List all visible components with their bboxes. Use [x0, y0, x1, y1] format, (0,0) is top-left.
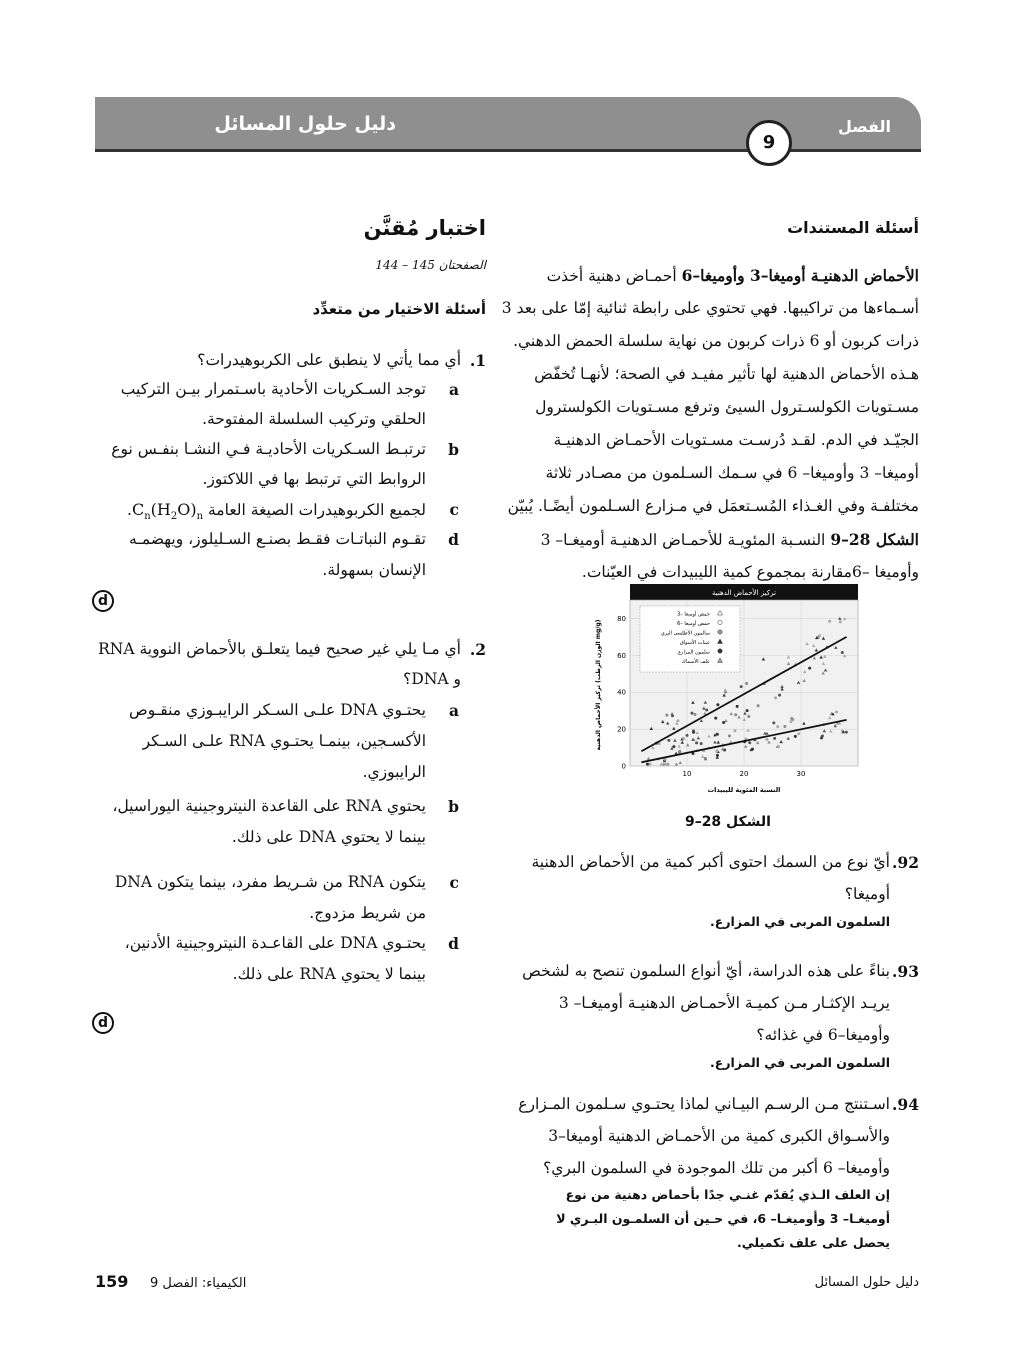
data-point [797, 732, 800, 735]
q1-option-d: الإنسان بسهولة. [322, 561, 426, 579]
q1-option-b: ترتبـط السـكريات الأحاديـة فـي النشـا بنفـس نوع [111, 440, 426, 458]
paragraph-line [541, 530, 919, 549]
question-93-line: يريـد الإكثـار مـن كميـة الأحمـاض الدهنيـة أوميغـا– 3 [558, 994, 890, 1012]
paragraph-lead: الأحماض الدهنيـة أوميغا–3 وأوميغا–6 [681, 266, 919, 285]
data-point [774, 696, 777, 699]
q1-option-c-formula: $C_n(H_2O)_n$ [131, 500, 204, 523]
q2-option-c: من شريط مزدوج. [309, 904, 426, 922]
data-point [783, 725, 786, 728]
question-93-line: بناءً على هذه الدراسة، أيّ أنواع السلمون تنصح به لشخص [522, 962, 890, 980]
data-point [790, 717, 793, 720]
data-point [734, 713, 737, 716]
data-point [733, 729, 736, 732]
data-point [748, 741, 751, 744]
y-tick-label: 20 [617, 725, 626, 734]
data-point [665, 714, 668, 717]
data-point [705, 708, 708, 711]
option-letter: c [449, 873, 459, 892]
question-92-line: أيّ نوع من السمك احتوى أكبر كمية من الأحماض الدهنية [531, 853, 890, 871]
answer-94: يحصل على علف تكميلي. [737, 1235, 890, 1250]
data-point [690, 712, 693, 715]
data-point [664, 763, 667, 766]
question-92-line: أوميغا؟ [844, 885, 890, 903]
x-tick-label: 10 [682, 770, 692, 778]
legend-entry: سالمون الأطلسي البري [660, 630, 710, 637]
standardized-test-title: اختبار مُقنَّن [363, 216, 486, 240]
legend-entry: سلمون المزارع [678, 649, 710, 656]
question-2-stem: أي مـا يلي غير صحيح فيما يتعلـق بالأحماض النووية RNA [98, 640, 461, 658]
question-1-stem: أي مما يأتي لا ينطبق على الكربوهيدرات؟ [197, 351, 461, 369]
q2-option-d: بينما لا يحتوي RNA على ذلك. [232, 965, 426, 983]
data-point [716, 703, 719, 706]
question-94-line: وأوميغا– 6 أكبر من تلك الموجودة في السلمون البري؟ [543, 1159, 890, 1177]
chart-title: تركيز الأحماض الدهنية [712, 589, 776, 597]
data-point [678, 751, 681, 754]
footer-left-text: الكيمياء: الفصل 9 [150, 1276, 247, 1291]
option-letter: b [448, 440, 459, 459]
legend-entry: عينات الأسواق [679, 640, 710, 646]
data-point [740, 685, 743, 688]
paragraph-line: مختلفـة وفي الغـذاء المُسـتعمَل في مـزارع السـلمون أيضًـا. يُبيّن [507, 497, 919, 515]
legend-entry: حمض أوميغا –3 [677, 611, 710, 618]
paragraph-first-line [547, 266, 919, 285]
data-point [835, 711, 838, 714]
data-point [695, 741, 698, 744]
question-94-line: اسـتنتج مـن الرسـم البيـاني لماذا يحتـوي سـلمون المـزارع [518, 1095, 890, 1113]
q2-option-b: بينما لا يحتوي DNA على ذلك. [231, 828, 426, 846]
data-point [714, 717, 717, 720]
data-point [773, 737, 776, 740]
q1-option-b: الروابط التي ترتبط بها في اللاكتوز. [202, 470, 426, 488]
data-point [682, 737, 685, 740]
answer-93: السلمون المربى في المزارع. [710, 1055, 890, 1070]
paragraph-line: مسـتويات الكولسـترول السيئ وترفع مسـتويات الكولسترول [535, 398, 919, 416]
q2-option-a: الرايبوزي. [362, 763, 426, 781]
data-point [772, 721, 775, 724]
option-letter: d [448, 934, 459, 953]
paragraph-line: هـذه الأحماض الدهنية لها تأثير مفيـد في الصحة؛ لأنهـا تُخفّض [534, 365, 919, 383]
paragraph-line: وأوميغا –6مقارنة بمجموع كمية الليبيدات في العيّنات. [581, 563, 919, 581]
data-point [777, 745, 780, 748]
q1-option-a: الحلقي وتركيب السلسلة المفتوحة. [202, 410, 426, 428]
header-chapter-label: الفصل [837, 117, 891, 136]
question-number: .92 [892, 853, 919, 872]
option-letter: c [449, 500, 459, 519]
header-title: دليل حلول المسائل [214, 113, 396, 135]
q2-answer-circle: d [92, 1012, 114, 1034]
q2-option-c: يتكون RNA من شـريط مفرد، بينما يتكون DNA [114, 873, 426, 891]
data-point [676, 719, 679, 722]
q1-option-c: لجميع الكربوهيدرات الصيغة العامة $C_n(H_2O)_n$. [127, 500, 426, 523]
data-point [845, 731, 848, 734]
option-letter: a [448, 701, 459, 720]
option-letter: d [448, 530, 459, 549]
q1-answer-circle: d [92, 590, 114, 612]
data-point [722, 721, 725, 724]
q2-option-b: يحتوي RNA على القاعدة النيتروجينية اليوراسيل، [112, 797, 426, 815]
data-point [693, 713, 696, 716]
data-point [704, 757, 707, 760]
legend-marker [718, 620, 722, 624]
q1-option-d: تقـوم النباتـات فقـط بصنـع السـليلوز، ويهضمـه [129, 530, 426, 548]
data-point [821, 734, 824, 737]
data-point [667, 739, 670, 742]
data-point [776, 725, 779, 728]
data-point [757, 704, 760, 707]
footer-right-text: دليل حلول المسائل [814, 1275, 919, 1290]
paragraph-line: أوميغا– 3 وأوميغا– 6 في سـمك السـلمون من مصـادر ثلاثة [545, 464, 919, 482]
x-axis-label: النسبة المئوية لليبيدات [707, 786, 781, 794]
data-point [736, 705, 739, 708]
data-point [794, 735, 797, 738]
data-point [671, 714, 674, 717]
paragraph-line: ذرات كربون أو 6 ذرات كربون من نهاية سلسلة الحمض الدهني. [513, 332, 919, 350]
x-tick-label: 30 [796, 770, 806, 778]
answer-94: إن العلف الـذي يُقدّم غنـي جدًا بأحماض دهنية من نوع [565, 1187, 890, 1202]
page-number: 159 [95, 1272, 129, 1291]
y-tick-label: 40 [617, 688, 626, 697]
answer-94: أوميغـا– 3 وأوميغـا– 6، في حـين أن السلمـون البـري لا [556, 1211, 890, 1226]
q1-option-a: توجد السـكريات الأحادية باسـتمرار بيـن التركيب [120, 380, 426, 398]
data-point [746, 709, 749, 712]
question-number: .2 [469, 640, 486, 659]
y-ticks [617, 615, 626, 771]
question-number: .93 [892, 962, 919, 981]
data-point [828, 620, 831, 623]
question-2-stem: و DNA؟ [403, 670, 461, 688]
multiple-choice-subtitle: أسئلة الاختيار من متعدِّد [312, 300, 486, 318]
data-point [716, 733, 719, 736]
option-letter: a [448, 380, 459, 399]
x-tick-label: 20 [739, 770, 749, 778]
paragraph-line: أسـماءها من تراكيبها. فهي تحتوي على رابطة ثنائية إمّا على بعد 3 [501, 299, 919, 317]
data-point [747, 715, 750, 718]
data-point [818, 634, 821, 637]
data-point [692, 731, 695, 734]
data-point [841, 651, 844, 654]
figure-reference: الشكل 28–9 [830, 530, 919, 549]
data-point [765, 738, 768, 741]
question-93-line: وأوميغا–6 في غذائه؟ [756, 1026, 890, 1044]
data-point [778, 694, 781, 697]
data-point [700, 742, 703, 745]
data-point [686, 734, 689, 737]
data-point [808, 667, 811, 670]
x-ticks [683, 770, 806, 778]
question-number: .1 [469, 351, 486, 370]
data-point [646, 763, 649, 766]
y-axis-label: تركيز الأحماض الدهنية (الوزن الرطب mg/g) [595, 619, 602, 751]
paragraph-line: أحمـاض دهنية أخذت [546, 267, 677, 285]
data-point [715, 750, 718, 753]
option-letter: b [448, 797, 459, 816]
question-number: .94 [892, 1095, 919, 1114]
figure-caption: الشكل 28–9 [684, 814, 771, 830]
q2-option-a: الأكسـجين، بينمـا يحتـوي RNA علـى السـكر [142, 732, 426, 750]
legend-entry: علف الأسماك [681, 659, 710, 665]
fatty-acid-scatter-chart [592, 580, 872, 800]
paragraph-tail: النسـبة المئويـة للأحمـاض الدهنيـة أوميغـا– 3 [540, 531, 826, 549]
answer-92: السلمون المربى في المزارع. [710, 914, 890, 929]
q2-option-d: يحتـوي DNA على القاعـدة النيتروجينية الأدنين، [124, 934, 426, 952]
q1-option-c-text: لجميع الكربوهيدرات الصيغة العامة [207, 501, 426, 519]
legend-marker [718, 630, 722, 634]
data-point [745, 682, 748, 685]
y-tick-label: 0 [621, 762, 626, 771]
data-point [728, 734, 731, 737]
y-tick-label: 60 [617, 651, 626, 660]
legend-marker [718, 649, 722, 653]
paragraph-line: الجيّـد في الدم. لقـد دُرسـت مسـتويات الأحمـاض الدهنيـة [553, 431, 919, 449]
y-tick-label: 80 [617, 614, 626, 623]
legend-entry: حمض أوميغا –6 [677, 621, 710, 627]
documents-section-title: أسئلة المستندات [787, 218, 919, 237]
data-point [716, 754, 719, 757]
q2-option-a: يحتـوي DNA علـى السـكر الرايبـوزي منقـوص [128, 701, 426, 719]
question-94-line: والأسـواق الكبرى كمية من الأحمـاض الدهنية أوميغا–3 [548, 1127, 890, 1145]
data-point [839, 620, 842, 623]
chapter-number-badge: 9 [746, 120, 792, 166]
data-point [672, 745, 675, 748]
page-range: الصفحتان 145 – 144 [375, 258, 486, 272]
